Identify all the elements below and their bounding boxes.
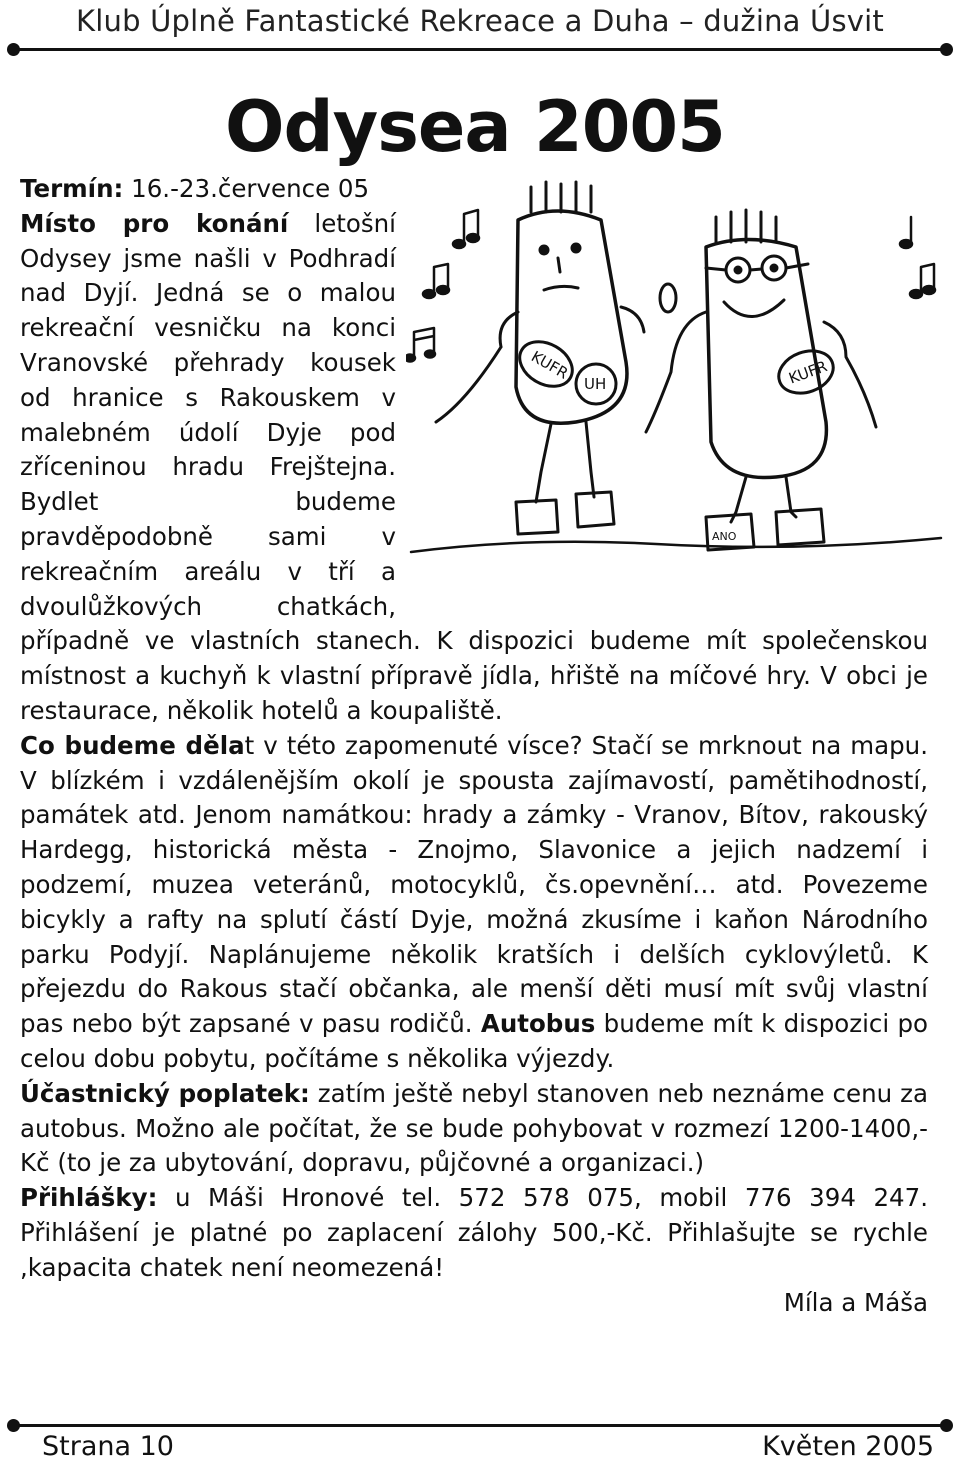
fee-label: Účastnický poplatek: xyxy=(20,1078,310,1108)
article-title: Odysea 2005 xyxy=(225,86,725,168)
fee-paragraph xyxy=(20,1077,928,1181)
right-backpack-character xyxy=(646,210,876,550)
term-label: Termín: xyxy=(20,174,124,203)
activities-paragraph xyxy=(20,729,928,1077)
bus-text: budeme mít k dispozici po celou dobu pobytu, počítáme s několika výjezdy. xyxy=(20,1009,928,1073)
header-rule xyxy=(14,48,946,51)
rule-dot-right xyxy=(940,43,953,56)
left-badge-1-text: KUFR xyxy=(528,347,572,383)
right-badge-text: KUFR xyxy=(786,357,830,388)
signup-paragraph xyxy=(20,1181,928,1285)
signature: Míla a Máša xyxy=(783,1287,928,1317)
footer-rule xyxy=(14,1424,946,1427)
issue-date: Květen 2005 xyxy=(762,1431,934,1462)
signup-text: u Máši Hronové tel. 572 578 075, mobil 776 394 247. Přihlášení je platné po zaplacení zálohy 500,-Kč. Přihlašujte se rychle ,kapacita chatek není neomezená! xyxy=(20,1183,928,1282)
right-boot-text: ANO xyxy=(712,530,737,543)
ground-line xyxy=(411,538,941,552)
left-backpack-character xyxy=(436,182,644,534)
activities-text: t v této zapomenuté vísce? Stačí se mrknout na mapu. V blízkém i vzdálenějším okolí je spousta zajímavostí, pamětihodností, památek atd. Jenom namátkou: hrady a zámky - Vranov, Bítov, rakouský Hardegg, historická města - Znojmo, Slavonice a jejich nadzemí i podzemí, muzea veteránů, motocyklů, čs.opevnění… atd. Povezeme bicykly a rafty na splutí částí Dyje, možná zkusíme i kaňon Národního parku Podyjí. Naplánujeme několik kratších i delších cyklovýletů. K přejezdu do Rakous stačí občanka, ale menší děti musí mít svůj vlastní pas nebo být zapsané v pasu rodičů. xyxy=(20,730,928,1039)
activities-label: Co budeme děla xyxy=(20,730,245,760)
place-label: Místo pro konání xyxy=(20,208,289,238)
intro-text: letošní Odysey jsme našli v Podhradí nad Dyjí. Jedná se o malou rekreační vesničku na konci Vranovské přehrady kousek od hranice s Rakouskem v malebném údolí Dyje pod zříceninou hradu Frejštejna. Bydlet budeme pravděpodobně sami v rekreačním areálu v tří a dvoulůžkových chatkách, případně ve vlastních stanech. K dispozici budeme mít společenskou místnost a kuchyň k vlastní přípravě jídla, hřiště na míčové hry. V obci je restaurace, několik hotelů a koupaliště. xyxy=(20,208,928,725)
rule-dot-left xyxy=(7,43,20,56)
fee-text: zatím ještě nebyl stanoven neb neznáme cenu za autobus. Možno ale počítat, že se bude pohybovat v rozmezí 1200-1400,-Kč (to je za ubytování, dopravu, půjčovné a organizaci.) xyxy=(20,1078,928,1178)
backpacks-illustration xyxy=(406,172,946,592)
left-badge-2-text: UH xyxy=(584,375,607,393)
footer-rule-dot-left xyxy=(7,1419,20,1432)
page-footer xyxy=(42,1431,934,1462)
bus-label: Autobus xyxy=(480,1009,596,1039)
cartoon-backpacks-image xyxy=(406,172,946,582)
article-body xyxy=(20,172,928,1320)
signup-label: Přihlášky: xyxy=(20,1183,158,1213)
running-header: Klub Úplně Fantastické Rekreace a Duha – dužina Úsvit xyxy=(76,4,884,38)
term-value: 16.-23.července 05 xyxy=(123,174,370,203)
footer-rule-dot-right xyxy=(940,1419,953,1432)
page-number: Strana 10 xyxy=(42,1431,174,1462)
